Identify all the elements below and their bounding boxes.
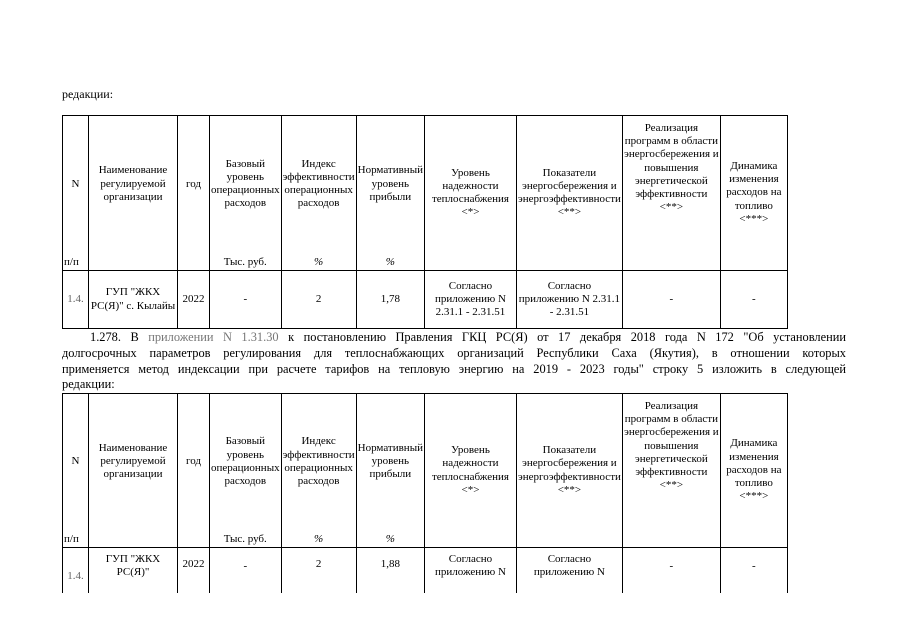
cell-index: 2 [281, 548, 356, 594]
cell-programs: - [622, 271, 720, 329]
paragraph-line-3: применяется метод индексации при расчете тарифов на тепловую энергию на 2019 - 2023 годы" строку 5 изложить в следующей [62, 361, 846, 376]
cell-n: 1.4. [63, 271, 89, 329]
header-programs: Реализация программ в области энергосбережения и повышения энергетической эффективности <**> [622, 116, 720, 271]
cell-org: ГУП "ЖКХ РС(Я)" [89, 548, 178, 594]
header-programs: Реализация программ в области энергосбережения и повышения энергетической эффективности <**> [622, 394, 720, 548]
cell-index: 2 [281, 271, 356, 329]
header-fuel: Динамика изменения расходов на топливо <***> [720, 116, 787, 271]
header-n: N [63, 394, 89, 530]
header-index: Индекс эффективности операционных расходов [281, 116, 356, 253]
cell-energy: Согласно приложению N 2.31.1 - 2.31.51 [516, 271, 622, 329]
cell-fuel: - [720, 271, 787, 329]
paragraph-line-2: долгосрочных параметров регулирования для теплоснабжающих организаций Республики Саха (Якутия), в отношении которых [62, 345, 846, 360]
table-row [63, 271, 788, 329]
unit-org [89, 530, 178, 548]
header-org: Наименование регулируемой организации [89, 394, 178, 530]
cell-org: ГУП "ЖКХ РС(Я)" с. Кылайы [89, 271, 178, 329]
paragraph-text: 1.278. В [90, 330, 149, 344]
unit-year [178, 253, 210, 271]
cell-reliability: Согласно приложению N [424, 548, 516, 594]
appendix-link[interactable]: приложении N 1.31.30 [148, 330, 279, 344]
amendment-paragraph [62, 330, 846, 393]
unit-base: Тыс. руб. [210, 530, 282, 548]
header-reliability: Уровень надежности теплоснабжения <*> [424, 394, 516, 548]
parameters-table-2 [62, 393, 788, 593]
header-year: год [178, 116, 210, 253]
cell-reliability: Согласно приложению N 2.31.1 - 2.31.51 [424, 271, 516, 329]
header-index: Индекс эффективности операционных расходов [281, 394, 356, 530]
header-n: N [63, 116, 89, 253]
paragraph-text: к постановлению Правления ГКЦ РС(Я) от 17 декабря 2018 года N 172 "Об установлении [278, 330, 846, 344]
parameters-table-1 [62, 115, 788, 329]
header-base: Базовый уровень операционных расходов [210, 394, 282, 530]
cell-energy: Согласно приложению N [516, 548, 622, 594]
cell-year: 2022 [178, 548, 210, 594]
header-reliability: Уровень надежности теплоснабжения <*> [424, 116, 516, 271]
header-profit: Нормативный уровень прибыли [356, 394, 424, 530]
header-fuel: Динамика изменения расходов на топливо <***> [720, 394, 787, 548]
unit-year [178, 530, 210, 548]
cell-profit: 1,78 [356, 271, 424, 329]
unit-index: % [281, 530, 356, 548]
unit-base: Тыс. руб. [210, 253, 282, 271]
unit-profit: % [356, 530, 424, 548]
header-year: год [178, 394, 210, 530]
cell-programs: - [622, 548, 720, 594]
table-row [63, 548, 788, 594]
unit-n: п/п [63, 253, 89, 271]
cell-n: 1.4. [63, 548, 89, 594]
cell-base: - [210, 271, 282, 329]
unit-profit: % [356, 253, 424, 271]
cell-year: 2022 [178, 271, 210, 329]
header-energy: Показатели энергосбережения и энергоэффективности <**> [516, 116, 622, 271]
header-org: Наименование регулируемой организации [89, 116, 178, 253]
unit-index: % [281, 253, 356, 271]
header-profit: Нормативный уровень прибыли [356, 116, 424, 253]
intro-text: редакции: [62, 87, 114, 101]
cell-base: - [210, 548, 282, 594]
paragraph-line-4: редакции: [62, 377, 115, 392]
cell-profit: 1,88 [356, 548, 424, 594]
header-base: Базовый уровень операционных расходов [210, 116, 282, 253]
unit-org [89, 253, 178, 271]
unit-n: п/п [63, 530, 89, 548]
cell-fuel: - [720, 548, 787, 594]
paragraph-line-1 [62, 330, 846, 346]
header-energy: Показатели энергосбережения и энергоэффективности <**> [516, 394, 622, 548]
